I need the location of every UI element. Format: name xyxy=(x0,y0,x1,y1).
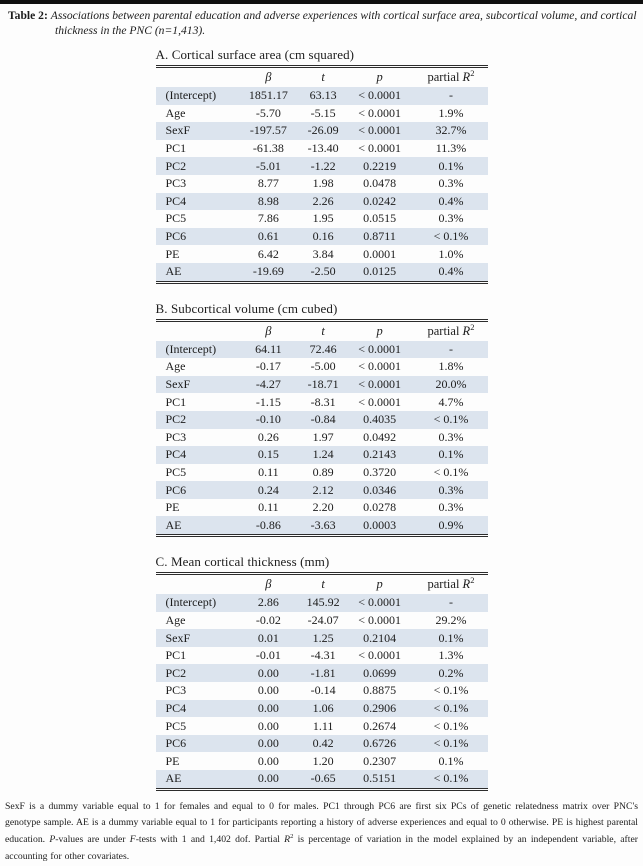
table-section xyxy=(156,47,488,284)
t-value: 1.98 xyxy=(312,176,334,191)
table-row xyxy=(156,612,488,630)
table-row xyxy=(156,175,488,193)
table-row xyxy=(156,664,488,682)
beta-value: -1.15 xyxy=(255,394,281,409)
partial-r2-value: 0.4% xyxy=(438,264,464,279)
p-value: 0.2906 xyxy=(363,700,397,715)
t-value: 2.20 xyxy=(312,500,334,515)
beta-value: 0.00 xyxy=(257,700,279,715)
table-row xyxy=(156,193,488,211)
partial-r2-value: 0.1% xyxy=(438,753,464,768)
column-header-p: p xyxy=(376,70,383,84)
beta-value: 64.11 xyxy=(255,341,282,356)
partial-r2-value: 4.7% xyxy=(438,394,464,409)
column-header-t: t xyxy=(321,323,325,338)
column-header-beta: β xyxy=(265,70,272,84)
row-label: (Intercept) xyxy=(165,341,217,356)
row-label: PC3 xyxy=(165,176,187,191)
table-caption xyxy=(0,8,643,38)
column-header-partial-r2: partial $R^2$ xyxy=(427,67,475,84)
beta-value: -0.17 xyxy=(255,359,281,374)
table-row xyxy=(156,464,488,482)
partial-r2-value: 0.1% xyxy=(438,447,464,462)
partial-r2-value: < 0.1% xyxy=(433,771,469,786)
table-bottom-rule xyxy=(156,281,488,284)
header-row xyxy=(156,575,488,594)
p-value: < 0.0001 xyxy=(358,341,401,356)
table-row xyxy=(156,228,488,246)
row-label: (Intercept) xyxy=(165,88,217,103)
beta-value: 8.98 xyxy=(257,193,279,208)
partial-r2-value: 0.3% xyxy=(438,482,464,497)
t-value: -0.84 xyxy=(310,412,336,427)
row-label: PC2 xyxy=(165,158,187,173)
table-row xyxy=(156,629,488,647)
table-row xyxy=(156,717,488,735)
table-row xyxy=(156,157,488,175)
table-row xyxy=(156,700,488,718)
table-row xyxy=(156,735,488,753)
p-value: 0.0242 xyxy=(363,193,397,208)
beta-value: 0.00 xyxy=(257,718,279,733)
beta-value: -0.01 xyxy=(255,648,281,663)
row-label: PC4 xyxy=(165,447,187,462)
row-label: PC5 xyxy=(165,718,187,733)
row-label: SexF xyxy=(165,123,191,138)
stats-table xyxy=(156,322,488,535)
partial-r2-value: 0.3% xyxy=(438,176,464,191)
table-row xyxy=(156,446,488,464)
row-label: PE xyxy=(165,500,180,515)
row-label: PE xyxy=(165,753,180,768)
beta-value: 7.86 xyxy=(257,211,279,226)
row-label: PC1 xyxy=(165,141,187,156)
p-value: < 0.0001 xyxy=(358,123,401,138)
partial-r2-value: 1.3% xyxy=(438,648,464,663)
beta-value: -5.70 xyxy=(255,105,281,120)
partial-r2-value: 20.0% xyxy=(435,377,467,392)
table-bottom-rule xyxy=(156,788,488,791)
beta-value: 1851.17 xyxy=(248,88,288,103)
t-value: 3.84 xyxy=(312,246,334,261)
column-header-partial-r2: partial $R^2$ xyxy=(427,321,475,338)
partial-r2-value: 0.4% xyxy=(438,193,464,208)
partial-r2-value: < 0.1% xyxy=(433,700,469,715)
p-value: 0.0478 xyxy=(363,176,397,191)
partial-r2-value: 0.3% xyxy=(438,211,464,226)
partial-r2-value: 11.3% xyxy=(435,141,467,156)
t-value: 0.16 xyxy=(312,229,334,244)
table-row xyxy=(156,594,488,612)
column-header-p: p xyxy=(376,323,383,338)
partial-r2-value: < 0.1% xyxy=(433,718,469,733)
footnote-f-symbol: F xyxy=(129,834,136,846)
p-value: 0.8875 xyxy=(363,683,397,698)
beta-value: 0.24 xyxy=(257,482,279,497)
t-value: -1.22 xyxy=(310,158,336,173)
beta-value: 0.00 xyxy=(257,771,279,786)
t-value: 1.06 xyxy=(312,700,334,715)
footnote-p-symbol: P xyxy=(49,834,56,846)
p-value: < 0.0001 xyxy=(358,648,401,663)
t-value: -1.81 xyxy=(310,665,336,680)
beta-value: 0.01 xyxy=(257,630,279,645)
t-value: 0.89 xyxy=(312,464,334,479)
p-value: < 0.0001 xyxy=(358,394,401,409)
t-value: 2.12 xyxy=(312,482,334,497)
t-value: 0.42 xyxy=(312,736,334,751)
row-label: PE xyxy=(165,246,180,261)
table-row xyxy=(156,263,488,281)
table-row xyxy=(156,210,488,228)
t-value: 1.97 xyxy=(312,429,334,444)
t-value: 72.46 xyxy=(309,341,337,356)
t-value: -18.71 xyxy=(307,377,339,392)
beta-value: -4.27 xyxy=(255,377,281,392)
p-value: 0.3720 xyxy=(363,464,397,479)
p-value: < 0.0001 xyxy=(358,141,401,156)
row-label: SexF xyxy=(165,630,191,645)
partial-r2-value: - xyxy=(448,595,453,610)
row-label: PC1 xyxy=(165,648,187,663)
table-row xyxy=(156,647,488,665)
p-value: 0.0003 xyxy=(363,517,397,532)
p-value: 0.0278 xyxy=(363,500,397,515)
beta-value: 0.00 xyxy=(257,683,279,698)
table-row xyxy=(156,752,488,770)
beta-value: 0.00 xyxy=(257,665,279,680)
t-value: -24.07 xyxy=(307,612,339,627)
table-caption-text: Associations between parental education and adverse experiences with cortical surface area, subcortical volume, and cortical thickness in the PNC (n=1,413). xyxy=(50,9,637,37)
p-value: 0.2674 xyxy=(363,718,397,733)
partial-r2-value: 29.2% xyxy=(435,612,467,627)
t-value: -0.65 xyxy=(310,771,336,786)
t-value: 1.95 xyxy=(312,211,334,226)
p-value: 0.2219 xyxy=(363,158,397,173)
header-empty-cell xyxy=(156,322,236,341)
beta-value: 8.77 xyxy=(257,176,279,191)
p-value: 0.2143 xyxy=(363,447,397,462)
beta-value: 0.26 xyxy=(257,429,279,444)
t-value: -5.00 xyxy=(310,359,336,374)
column-header-beta: β xyxy=(265,323,272,338)
table-row xyxy=(156,393,488,411)
partial-r2-value: 0.3% xyxy=(438,500,464,515)
table-caption-label: Table 2: xyxy=(8,9,48,22)
p-value: 0.0125 xyxy=(363,264,397,279)
row-label: PC6 xyxy=(165,229,187,244)
partial-r2-value: 0.3% xyxy=(438,429,464,444)
p-value: 0.5151 xyxy=(363,771,397,786)
t-value: -8.31 xyxy=(310,394,336,409)
column-header-t: t xyxy=(321,70,325,84)
table-row xyxy=(156,140,488,158)
table-row xyxy=(156,411,488,429)
section-title: B. Subcortical volume (cm cubed) xyxy=(155,300,338,316)
row-label: Age xyxy=(165,359,186,374)
p-value: 0.0492 xyxy=(363,429,397,444)
p-value: < 0.0001 xyxy=(358,359,401,374)
table-row xyxy=(156,516,488,534)
table-footnote: SexF is a dummy variable equal to 1 for females and equal to 0 for males. PC1 through PC6 are first six PCs of genetic relatedness matrix over PNC's genotype sample. AE is a dummy variable equal to 1 for participants reporting a history of adverse experiences and equal to 0 otherwise. PE is highest parental education. P-values are under F-tests with 1 and 1,402 dof. Partial $R^2$ is percentage of variation in the model explained by an independent variable, after accounting for other covariates. xyxy=(5,800,638,862)
table-row xyxy=(156,499,488,517)
p-value: 0.4035 xyxy=(363,412,397,427)
row-label: (Intercept) xyxy=(165,595,217,610)
row-label: PC1 xyxy=(165,394,187,409)
beta-value: -0.86 xyxy=(255,517,281,532)
t-value: -26.09 xyxy=(307,123,339,138)
table-row xyxy=(156,341,488,359)
p-value: < 0.0001 xyxy=(358,88,401,103)
row-label: Age xyxy=(165,612,186,627)
p-value: < 0.0001 xyxy=(358,612,401,627)
p-value: < 0.0001 xyxy=(358,595,401,610)
row-label: SexF xyxy=(165,377,191,392)
beta-value: -0.02 xyxy=(255,612,281,627)
p-value: < 0.0001 xyxy=(358,377,401,392)
section-title: C. Mean cortical thickness (mm) xyxy=(155,554,330,570)
row-label: AE xyxy=(165,264,182,279)
p-value: 0.2104 xyxy=(363,630,397,645)
p-value: 0.6726 xyxy=(363,736,397,751)
row-label: PC6 xyxy=(165,736,187,751)
table-row xyxy=(156,245,488,263)
header-empty-cell xyxy=(156,68,236,87)
row-label: PC4 xyxy=(165,700,187,715)
row-label: PC6 xyxy=(165,482,187,497)
t-value: 1.20 xyxy=(312,753,334,768)
row-label: AE xyxy=(165,771,182,786)
partial-r2-value: 0.9% xyxy=(438,517,464,532)
t-value: -0.14 xyxy=(310,683,336,698)
row-label: AE xyxy=(165,517,182,532)
beta-value: 2.86 xyxy=(257,595,279,610)
footnote-text: SexF is a dummy variable equal to 1 for females and equal to 0 for males. PC1 through PC6 are first six PCs of genetic relatedness matrix over PNC's genotype sample. AE is a dummy variable equal to 1 for participants reporting a history of adverse experiences and equal to 0 otherwise. PE is highest parental education. xyxy=(5,800,638,846)
table-row xyxy=(156,87,488,105)
beta-value: 0.15 xyxy=(257,447,279,462)
row-label: PC2 xyxy=(165,412,187,427)
stats-table xyxy=(156,575,488,788)
t-value: -2.50 xyxy=(310,264,336,279)
partial-r2-value: - xyxy=(448,88,453,103)
table-bottom-rule xyxy=(156,534,488,537)
t-value: -5.15 xyxy=(310,105,336,120)
beta-value: 0.00 xyxy=(257,736,279,751)
stats-table xyxy=(156,68,488,281)
partial-r2-value: < 0.1% xyxy=(433,736,469,751)
t-value: 2.26 xyxy=(312,193,334,208)
t-value: 1.24 xyxy=(312,447,334,462)
table-row xyxy=(156,481,488,499)
partial-r2-value: - xyxy=(448,341,453,356)
column-header-beta: β xyxy=(265,577,272,592)
row-label: PC5 xyxy=(165,464,187,479)
partial-r2-value: 1.8% xyxy=(438,359,464,374)
tables-container xyxy=(0,47,643,791)
table-row xyxy=(156,105,488,123)
table-row xyxy=(156,770,488,788)
column-header-partial-r2: partial $R^2$ xyxy=(427,574,475,592)
header-empty-cell xyxy=(156,575,236,594)
p-value: 0.2307 xyxy=(363,753,397,768)
row-label: PC2 xyxy=(165,665,187,680)
row-label: PC3 xyxy=(165,683,187,698)
t-value: -4.31 xyxy=(310,648,336,663)
partial-r2-value: < 0.1% xyxy=(433,229,469,244)
partial-r2-value: < 0.1% xyxy=(433,683,469,698)
partial-r2-value: 0.2% xyxy=(438,665,464,680)
p-value: < 0.0001 xyxy=(358,105,401,120)
partial-r2-value: 0.1% xyxy=(438,630,464,645)
t-value: 63.13 xyxy=(309,88,337,103)
row-label: PC5 xyxy=(165,211,187,226)
section-title: A. Cortical surface area (cm squared) xyxy=(155,47,355,62)
p-value: 0.0001 xyxy=(363,246,397,261)
beta-value: 0.61 xyxy=(257,229,279,244)
beta-value: -0.10 xyxy=(255,412,281,427)
row-label: PC3 xyxy=(165,429,187,444)
beta-value: 0.11 xyxy=(258,464,279,479)
partial-r2-value: 1.0% xyxy=(438,246,464,261)
beta-value: -19.69 xyxy=(252,264,284,279)
t-value: 145.92 xyxy=(306,595,340,610)
p-value: 0.8711 xyxy=(363,229,396,244)
beta-value: 0.00 xyxy=(257,753,279,768)
column-header-p: p xyxy=(376,577,383,592)
table-row xyxy=(156,429,488,447)
t-value: 1.11 xyxy=(312,718,334,733)
table-row xyxy=(156,122,488,140)
t-value: -3.63 xyxy=(310,517,336,532)
row-label: PC4 xyxy=(165,193,187,208)
t-value: 1.25 xyxy=(312,630,334,645)
table-row xyxy=(156,682,488,700)
table-section xyxy=(156,301,488,538)
p-value: 0.0346 xyxy=(363,482,397,497)
table-section xyxy=(156,554,488,791)
partial-r2-value: 32.7% xyxy=(435,123,467,138)
p-value: 0.0699 xyxy=(363,665,397,680)
t-value: -13.40 xyxy=(307,141,339,156)
beta-value: -5.01 xyxy=(255,158,281,173)
beta-value: 6.42 xyxy=(257,246,279,261)
header-row xyxy=(156,68,488,87)
table-row xyxy=(156,376,488,394)
column-header-t: t xyxy=(321,577,325,592)
partial-r2-value: 1.9% xyxy=(438,105,464,120)
beta-value: -61.38 xyxy=(252,141,284,156)
footnote-r-symbol: R xyxy=(284,834,291,846)
partial-r2-value: 0.1% xyxy=(438,158,464,173)
partial-r2-value: < 0.1% xyxy=(433,412,469,427)
header-row xyxy=(156,322,488,341)
partial-r2-value: < 0.1% xyxy=(433,464,469,479)
beta-value: 0.11 xyxy=(258,500,279,515)
beta-value: -197.57 xyxy=(249,123,287,138)
row-label: Age xyxy=(165,105,186,120)
table-row xyxy=(156,358,488,376)
p-value: 0.0515 xyxy=(363,211,397,226)
top-rule-bar xyxy=(0,0,643,4)
